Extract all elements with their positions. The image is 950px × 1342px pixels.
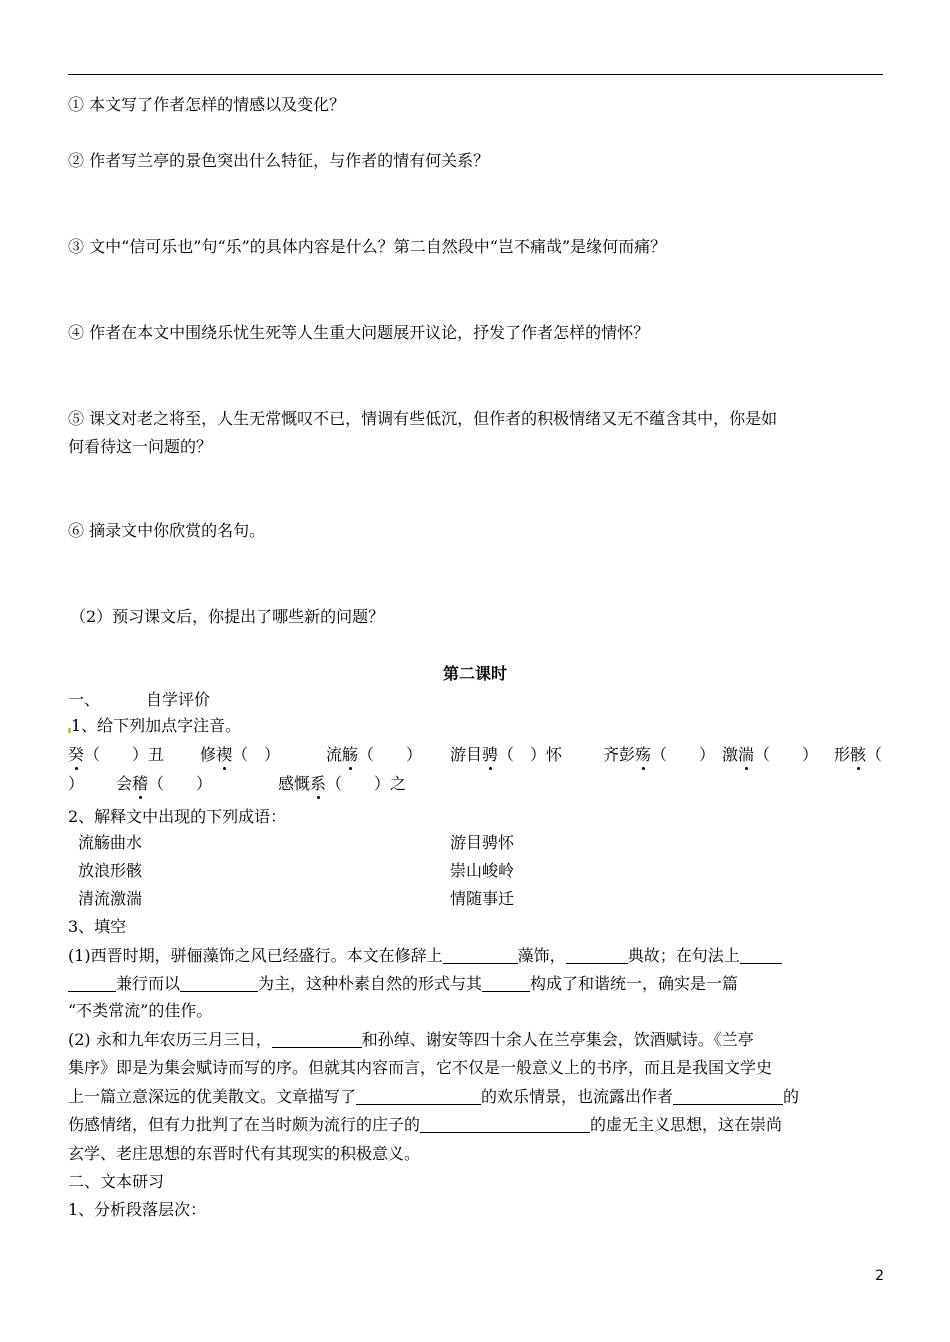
item1-text: 1、给下列加点字注音。 <box>71 716 242 735</box>
blank: （ ） <box>232 745 281 764</box>
question-2: ② 作者写兰亭的景色突出什么特征，与作者的情有何关系？ <box>68 151 490 170</box>
pinyin-word-7-close: ） <box>68 774 85 793</box>
text: 为主，这种朴素自然的形式与其 <box>258 974 483 993</box>
page-number: 2 <box>875 1268 884 1284</box>
dotted-char: 骸 <box>850 745 867 764</box>
answer-blank <box>272 1030 362 1048</box>
char: 会 <box>116 774 133 793</box>
dotted-char: 殇 <box>635 745 652 764</box>
pinyin-word-4 <box>450 745 562 765</box>
char: 游目 <box>450 745 483 764</box>
text: 和孙绰、谢安等四十余人在兰亭集会，饮酒赋诗。《兰亭 <box>361 1030 754 1049</box>
pinyin-word-7 <box>834 745 882 765</box>
pinyin-word-6 <box>722 745 818 765</box>
section-title: 第二课时 <box>442 664 507 683</box>
text: 典故；在句法上 <box>627 946 740 965</box>
char: 齐彭 <box>603 745 636 764</box>
blank: （ ）怀 <box>498 745 563 764</box>
fill2-line5: 玄学、老庄思想的东晋时代有其现实的积极意义。 <box>68 1144 421 1163</box>
answer-blank <box>356 1087 481 1105</box>
answer-blank <box>482 974 530 992</box>
idiom-right-2: 崇山峻岭 <box>450 861 515 880</box>
idiom-right-1: 游目骋怀 <box>450 833 515 852</box>
char: 流 <box>326 745 343 764</box>
char: 修 <box>200 745 217 764</box>
dotted-char: 骋 <box>482 745 499 764</box>
preview-question: （2）预习课文后，你提出了哪些新的问题？ <box>70 607 385 626</box>
blank: （ ）之 <box>326 774 407 793</box>
idiom-left-3: 清流激湍 <box>78 889 143 908</box>
text: 的虚无主义思想，这在崇尚 <box>590 1115 783 1134</box>
char: 激 <box>722 745 739 764</box>
char: 感慨 <box>278 774 311 793</box>
text: 伤感情绪，但有力批判了在当时颇为流行的庄子的 <box>68 1115 421 1134</box>
part2-heading: 二、文本研习 <box>68 1172 165 1191</box>
item1-heading <box>68 716 241 736</box>
item3-heading: 3、填空 <box>68 917 127 936</box>
idiom-left-2: 放浪形骸 <box>78 861 143 880</box>
answer-blank <box>180 974 258 992</box>
blank: （ ） <box>754 745 819 764</box>
question-4: ④ 作者在本文中围绕乐忧生死等人生重大问题展开议论，抒发了作者怎样的情怀？ <box>68 323 650 342</box>
blank: （ ） <box>651 745 716 764</box>
answer-blank <box>566 946 628 964</box>
question-6: ⑥ 摘录文中你欣赏的名句。 <box>68 521 266 540</box>
dotted-char: 禊 <box>216 745 233 764</box>
item2-heading: 2、解释文中出现的下列成语： <box>68 807 287 826</box>
pinyin-word-1 <box>68 745 164 765</box>
blank: （ ） <box>148 774 213 793</box>
pinyin-word-9 <box>278 774 406 794</box>
answer-blank <box>68 974 116 992</box>
dotted-char: 稽 <box>132 774 149 793</box>
dotted-char: 系 <box>310 774 327 793</box>
answer-blank <box>740 946 782 964</box>
pinyin-word-8 <box>116 774 212 794</box>
part2-item1: 1、分析段落层次： <box>68 1200 207 1219</box>
part1-number: 一、 <box>68 690 101 709</box>
fill1-line2 <box>68 974 738 994</box>
text: 藻饰， <box>517 946 566 965</box>
char: 形 <box>834 745 851 764</box>
answer-blank <box>420 1115 590 1133</box>
dotted-char: 湍 <box>738 745 755 764</box>
text: (1)西晋时期，骈俪藻饰之风已经盛行。本文在修辞上 <box>68 946 443 965</box>
idiom-right-3: 情随事迁 <box>450 889 515 908</box>
text: 的欢乐情景，也流露出作者 <box>481 1087 674 1106</box>
question-5-line2: 何看待这一问题的？ <box>68 437 213 456</box>
part1-heading: 自学评价 <box>146 690 211 709</box>
pinyin-word-3 <box>326 745 422 765</box>
fill2-line2: 集序》即是为集会赋诗而写的序。但就其内容而言，它不仅是一般意义上的书序，而且是我国文学史 <box>68 1058 773 1077</box>
blank: （ ）丑 <box>84 745 165 764</box>
fill2-line1 <box>68 1030 754 1050</box>
header-rule <box>68 74 883 75</box>
fill1-line1 <box>68 946 782 966</box>
pinyin-word-5 <box>603 745 715 765</box>
text: 上一篇立意深远的优美散文。文章描写了 <box>68 1087 357 1106</box>
dotted-char: 觞 <box>342 745 359 764</box>
fill2-line3 <box>68 1087 799 1107</box>
fill2-line4 <box>68 1115 782 1135</box>
blank: （ <box>866 745 883 764</box>
text: (2) 永和九年农历三月三日， <box>68 1030 272 1049</box>
text: 兼行而以 <box>116 974 181 993</box>
pinyin-word-2 <box>200 745 280 765</box>
idiom-left-1: 流觞曲水 <box>78 833 143 852</box>
answer-blank <box>673 1087 783 1105</box>
dotted-char: 癸 <box>68 745 85 764</box>
text: 构成了和谐统一，确实是一篇 <box>530 974 739 993</box>
question-5-line1: ⑤ 课文对老之将至，人生无常慨叹不已，情调有些低沉，但作者的积极情绪又无不蕴含其中，你是如 <box>68 409 778 428</box>
answer-blank <box>443 946 518 964</box>
fill1-line3: “不类常流”的佳作。 <box>68 1001 213 1020</box>
text: 的 <box>783 1087 800 1106</box>
blank: （ ） <box>358 745 423 764</box>
question-3: ③ 文中“信可乐也”句“乐”的具体内容是什么？第二自然段中“岂不痛哉”是缘何而痛？ <box>68 237 667 256</box>
question-1: ① 本文写了作者怎样的情感以及变化？ <box>68 95 346 114</box>
